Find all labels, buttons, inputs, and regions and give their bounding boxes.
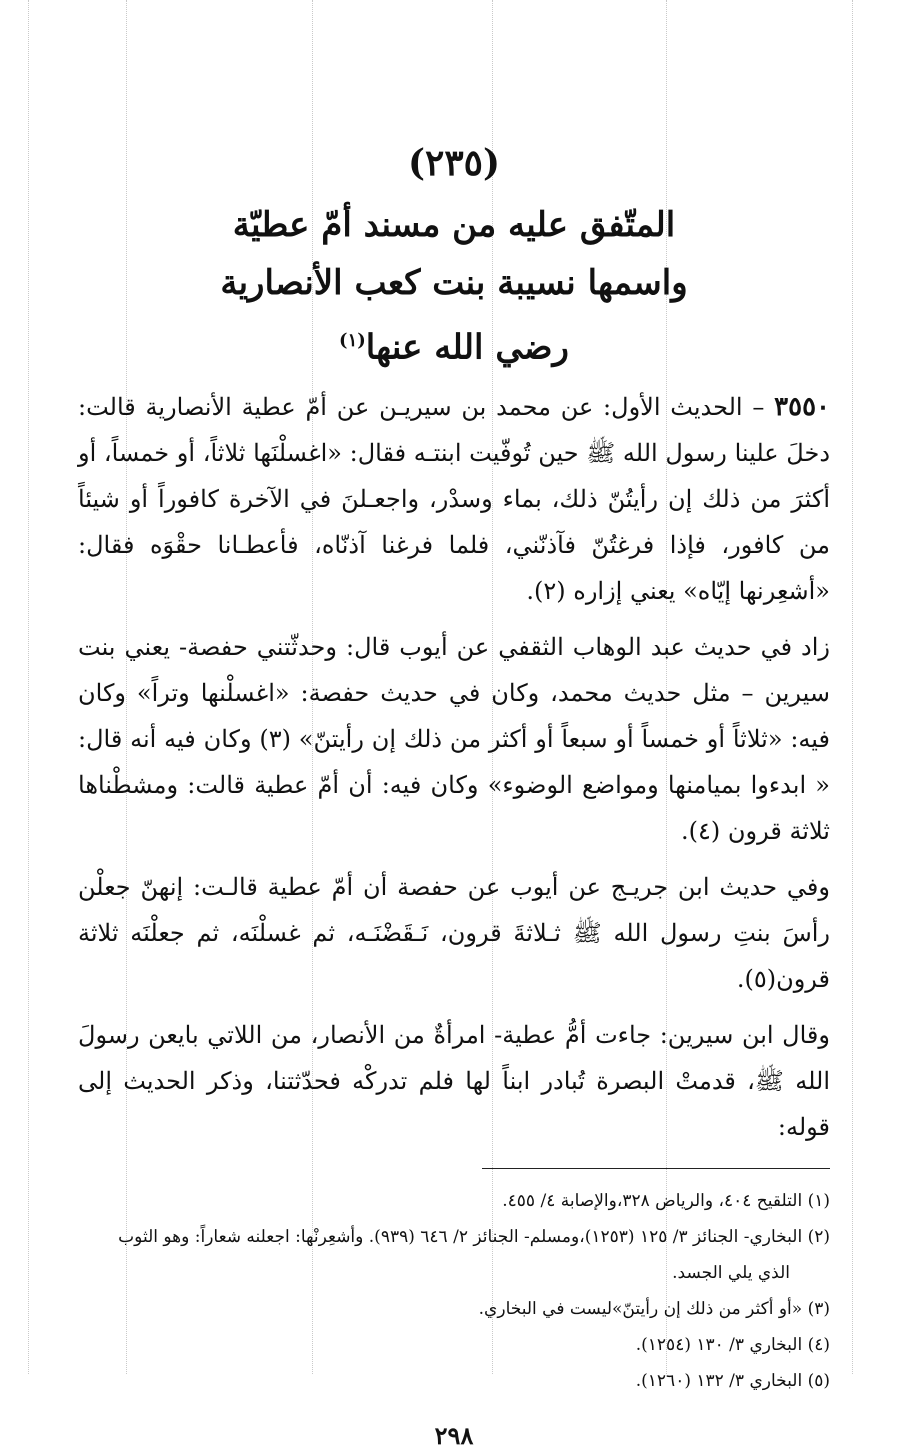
chapter-number: (٢٣٥)	[407, 142, 501, 184]
guide-line	[28, 0, 29, 1374]
title-footnote-ref: (١)	[339, 330, 366, 351]
footnote: (٤) البخاري ٣/ ١٣٠ (١٢٥٤).	[635, 1335, 830, 1356]
footnote-continuation: الذي يلي الجسد.	[672, 1263, 790, 1284]
page-number: ٢٩٨	[434, 1421, 474, 1450]
hadith-paragraph	[78, 384, 830, 614]
paragraph	[78, 1012, 830, 1150]
hadith-number: ٣٥٥٠	[774, 392, 830, 423]
paragraph	[78, 624, 830, 854]
paragraph-text: وفي حديث ابن جريـج عن أيوب عن حفصة أن أمّ عطية قالـت: إنهنّ جعلْن رأسَ بنتِ رسول الله ﷺ ثـلاثةَ قرون، نَـقَضْنَـه، ثم غسلْنَه، ثم جعلْنَه ثلاثة قرون(٥).	[78, 873, 830, 994]
title-line-1: المتّفق عليه من مسند أمّ عطيّة	[232, 205, 676, 245]
footnote: (٣) «أو أكثر من ذلك إن رأيتنّ»ليست في البخاري.	[478, 1299, 830, 1320]
footnote-divider	[482, 1168, 830, 1169]
footnotes	[78, 1183, 830, 1399]
title-line-2: واسمها نسيبة بنت كعب الأنصارية	[220, 263, 688, 303]
paragraph-text: – الحديث الأول: عن محمد بن سيريـن عن أمّ عطية الأنصارية قالت: دخلَ علينا رسول الله ﷺ حين تُوفّيت ابنتـه فقال: «اغسلْنَها ثلاثاً، أو خمساً، أو أكثرَ من ذلك إن رأيتُنّ ذلك، بماء وسدْر، واجعـلنَ في الآخرة كافوراً أو شيئاً من كافور، فإذا فرغتُنّ فآذنّني، فلما فرغنا آذنّاه، فأعطـانا حقْوَه فقال: «أشعِرنها إيّاه» يعني إزاره (٢).	[78, 393, 830, 606]
title-line-3-text: رضي الله عنها	[365, 327, 569, 368]
paragraph-text: وقال ابن سيرين: جاءت أمُّ عطية- امرأةٌ من الأنصار، من اللاتي بايعن رسولَ الله ﷺ، قدمتْ البصرة تُبادر ابناً لها فلم تدركْه فحدّثتنا، وذكر الحديث إلى قوله:	[78, 1021, 830, 1142]
footnote: (١) التلقيح ٤٠٤، والرياض ٣٢٨،والإصابة ٤/ ٤٥٥.	[502, 1191, 830, 1212]
footnote: (٥) البخاري ٣/ ١٣٢ (١٢٦٠).	[635, 1371, 830, 1392]
document-page	[78, 128, 830, 1450]
footnote: (٢) البخاري- الجنائز ٣/ ١٢٥ (١٢٥٣)،ومسلم- الجنائز ٢/ ٦٤٦ (٩٣٩). وأشعِرنْها: اجعلنه شعاراً: وهو الثوب	[118, 1227, 830, 1248]
paragraph-text: زاد في حديث عبد الوهاب الثقفي عن أيوب قال: وحدثّتني حفصة- يعني بنت سيرين – مثل حديث محمد، وكان في حديث حفصة: «اغسلْنها وتراً» وكان فيه: «ثلاثاً أو خمساً أو سبعاً أو أكثر من ذلك إن رأيتنّ» (٣) وكان فيه أنه قال: « ابدءوا بميامنها ومواضع الوضوء» وكان فيه: أن أمّ عطية قالت: ومشطْناها ثلاثة قرون (٤).	[78, 633, 830, 846]
title-line-3	[78, 312, 830, 376]
paragraph	[78, 864, 830, 1002]
guide-line	[852, 0, 853, 1374]
